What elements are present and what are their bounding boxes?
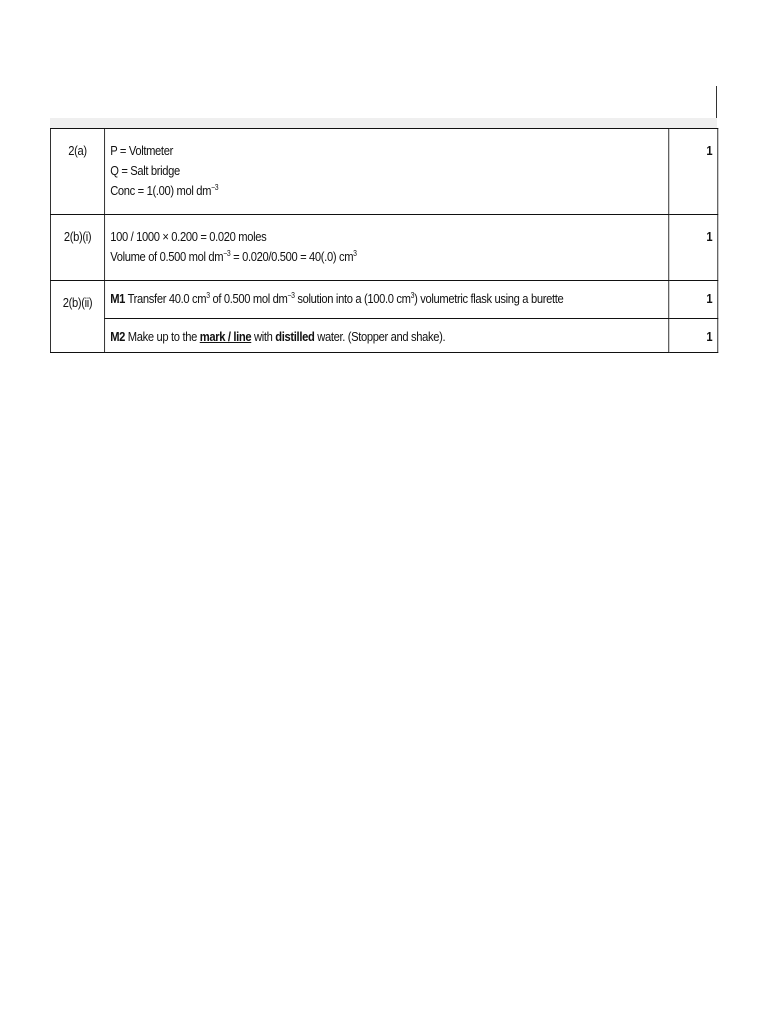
table-row [50,129,717,215]
question-number: 2(b)(ii) [50,281,104,353]
answer-line: M1 Transfer 40.0 $cm^3$ of 0.500 mol $dm^{-3}$ solution into a (100.0 $cm^3$) volumetric flask using a burette [110,291,564,306]
mark-value: 1 [669,319,718,353]
answer-line: Conc = 1(.00) mol $dm^{-3}$ [110,183,219,198]
header-band [50,118,717,128]
answer-line: Volume of 0.500 mol $dm^{-3} = 0.020/0.500 = 40(.0)$ $cm^3$ [110,249,357,264]
answer-cell [105,129,669,215]
table-row [50,215,717,281]
mark-value: 1 [669,129,718,215]
question-number: 2(b)(i) [50,215,104,281]
mark-value: 1 [669,215,718,281]
question-number: 2(a) [50,129,104,215]
table-row [50,319,717,353]
answer-cell [105,281,669,319]
answer-line: P = Voltmeter [110,143,173,158]
answer-line: Q = Salt bridge [110,163,180,178]
table-row [50,281,717,319]
answer-cell [105,215,669,281]
answer-cell [105,319,669,353]
answer-line: M2 Make up to the mark / line with distilled water. (Stopper and shake). [110,329,446,344]
answer-line: 100 / 1000 × 0.200 = 0.020 moles [110,229,267,244]
mark-value: 1 [669,281,718,319]
mark-scheme-table [50,128,718,353]
